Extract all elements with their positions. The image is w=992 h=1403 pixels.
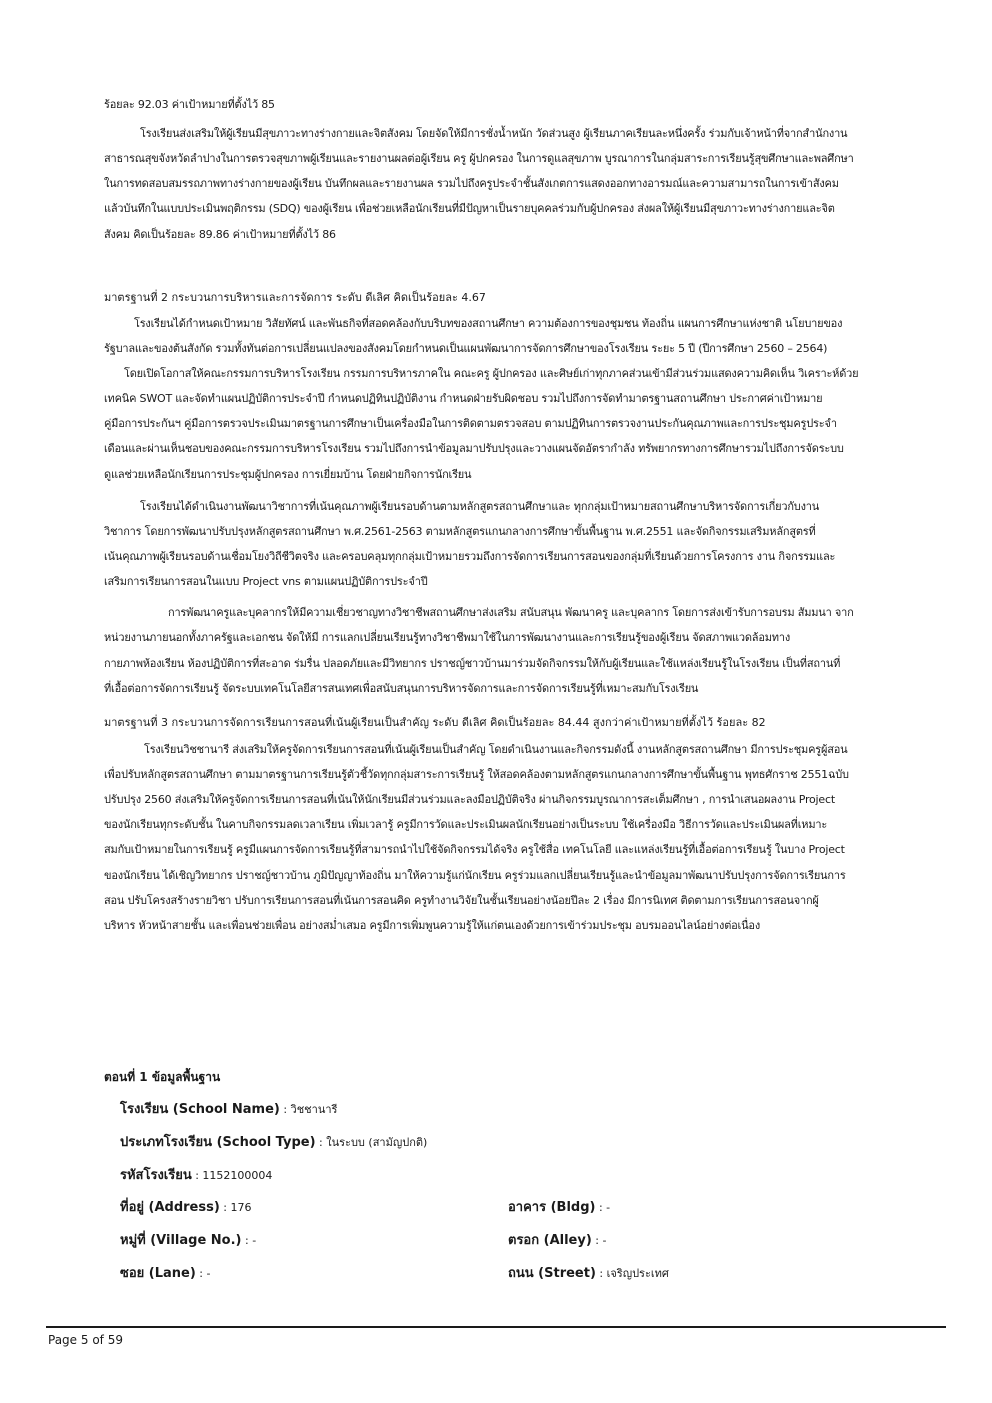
school-name-field bbox=[120, 1098, 337, 1119]
body-text-line: เดือนและผ่านเห็นชอบของคณะกรรมการบริหารโรงเรียน รวมไปถึงการนำข้อมูลมาปรับปรุงและวางแผนจัดอัตรากำลัง ทรัพยากรทางการศึกษารวมไปถึงการจัดระบบ bbox=[104, 442, 844, 455]
body-text-line: สมกับเป้าหมายในการเรียนรู้ ครูมีแผนการจัดการเรียนรู้ที่สามารถนำไปใช้จัดกิจกรรมได้จริง ครูใช้สื่อ เทคโนโลยี และแหล่งเรียนรู้ที่เอื้อต่อการเรียนรู้ ในบาง Project bbox=[104, 843, 845, 856]
field-value: : เจริญประเทศ bbox=[595, 1267, 669, 1280]
address-field bbox=[120, 1196, 251, 1217]
body-text-line: ที่เอื้อต่อการจัดการเรียนรู้ จัดระบบเทคโนโลยีสารสนเทศเพื่อสนับสนุนการบริหารจัดการและการจัดการเรียนรู้ที่เหมาะสมกับโรงเรียน bbox=[104, 682, 699, 695]
body-text-line: สังคม คิดเป็นร้อยละ 89.86 ค่าเป้าหมายที่ตั้งไว้ 86 bbox=[104, 228, 336, 241]
school-type-field bbox=[120, 1131, 427, 1152]
building-field bbox=[508, 1196, 610, 1217]
body-text-line: ร้อยละ 92.03 ค่าเป้าหมายที่ตั้งไว้ 85 bbox=[104, 98, 275, 111]
body-text-line: โรงเรียนส่งเสริมให้ผู้เรียนมีสุขภาวะทางร่างกายและจิตสังคม โดยจัดให้มีการชั่งน้ำหนัก วัดส่วนสูง ผู้เรียนภาคเรียนละหนึ่งครั้ง ร่วมกับเจ้าหน้าที่จากสำนักงาน bbox=[140, 127, 848, 140]
body-text-line: คู่มือการประกันฯ คู่มือการตรวจประเมินมาตรฐานการศึกษาเป็นเครื่องมือในการติดตามตรวจสอบ ตามปฏิทินการตรวจงานประกันคุณภาพและการประชุมครูประจำ bbox=[104, 417, 837, 430]
body-text-line: สาธารณสุขจังหวัดลำปางในการตรวจสุขภาพผู้เรียนและรายงานผลต่อผู้เรียน ครู ผู้ปกครอง ในการดูแลสุขภาพ บูรณาการในกลุ่มสาระการเรียนรู้สุขศึกษาและพลศึกษา bbox=[104, 152, 854, 165]
body-text-line: โรงเรียนได้กำหนดเป้าหมาย วิสัยทัศน์ และพันธกิจที่สอดคล้องกับบริบทของสถานศึกษา ความต้องการของชุมชน ท้องถิ่น แผนการศึกษาแห่งชาติ นโยบายของ bbox=[134, 317, 843, 330]
body-text-line: โรงเรียนได้ดำเนินงานพัฒนาวิชาการที่เน้นคุณภาพผู้เรียนรอบด้านตามหลักสูตรสถานศึกษาและ ทุกกลุ่มเป้าหมายสถานศึกษาบริหารจัดการเกี่ยวกับงาน bbox=[140, 500, 820, 513]
field-value: : วิชชานารี bbox=[279, 1103, 338, 1116]
body-text-line: บริหาร หัวหน้าสายชั้น และเพื่อนช่วยเพื่อน อย่างสม่ำเสมอ ครูมีการเพิ่มพูนความรู้ให้แก่ตนเองด้วยการเข้าร่วมประชุม อบรมออนไลน์อย่างต่อเนื่อง bbox=[104, 919, 761, 932]
field-label: โรงเรียน (School Name) bbox=[120, 1102, 280, 1117]
body-text-line: เพื่อปรับหลักสูตรสถานศึกษา ตามมาตรฐานการเรียนรู้ตัวชี้วัดทุกกลุ่มสาระการเรียนรู้ ให้สอดคล้องตามหลักสูตรแกนกลางการศึกษาขั้นพื้นฐาน พุทธศักราช 2551ฉบับ bbox=[104, 768, 849, 781]
body-text-line: ในการทดสอบสมรรถภาพทางร่างกายของผู้เรียน บันทึกผลและรายงานผล รวมไปถึงครูประจำชั้นสังเกตการแสดงออกทางอารมณ์และความสามารถในการเข้าสังคม bbox=[104, 177, 839, 190]
body-text-line: เสริมการเรียนการสอนในแบบ Project vns ตามแผนปฏิบัติการประจำปี bbox=[104, 575, 428, 588]
body-text-line: ของนักเรียน ได้เชิญวิทยากร ปราชญ์ชาวบ้าน ภูมิปัญญาท้องถิ่น มาให้ความรู้แก่นักเรียน ครูร่วมแลกเปลี่ยนเรียนรู้และนำข้อมูลมาพัฒนาปรับปรุงการจัดการเรียนการ bbox=[104, 869, 846, 882]
street-field bbox=[508, 1262, 669, 1283]
body-text-line: รัฐบาลและของต้นสังกัด รวมทั้งทันต่อการเปลี่ยนแปลงของสังคมโดยกำหนดเป็นแผนพัฒนาการจัดการศึกษาของโรงเรียน ระยะ 5 ปี (ปีการศึกษา 2560 – 2564) bbox=[104, 342, 828, 355]
field-label: ซอย (Lane) bbox=[120, 1266, 196, 1281]
body-text-line: เน้นคุณภาพผู้เรียนรอบด้านเชื่อมโยงวิถีชีวิตจริง และครอบคลุมทุกกลุ่มเป้าหมายรวมถึงการจัดการเรียนการสอนของกลุ่มที่เรียนด้วยการโครงการ งาน กิจกรรมและ bbox=[104, 550, 836, 563]
alley-field bbox=[508, 1229, 606, 1250]
footer-divider bbox=[46, 1326, 946, 1328]
village-field bbox=[120, 1229, 256, 1250]
field-value: : ในระบบ (สามัญปกติ) bbox=[315, 1136, 428, 1149]
lane-field bbox=[120, 1262, 210, 1283]
body-text-line: หน่วยงานภายนอกทั้งภาครัฐและเอกชน จัดให้มี การแลกเปลี่ยนเรียนรู้ทางวิชาชีพมาใช้ในการพัฒนางานและการเรียนรู้ของผู้เรียน จัดสภาพแวดล้อมทาง bbox=[104, 631, 791, 644]
body-text-line: ดูแลช่วยเหลือนักเรียนการประชุมผู้ปกครอง การเยี่ยมบ้าน โดยฝ่ายกิจการนักเรียน bbox=[104, 468, 472, 481]
field-value: : - bbox=[241, 1234, 257, 1247]
body-text-line: โรงเรียนวิชชานารี ส่งเสริมให้ครูจัดการเรียนการสอนที่เน้นผู้เรียนเป็นสำคัญ โดยดำเนินงานและกิจกรรมดังนี้ งานหลักสูตรสถานศึกษา มีการประชุมครูผู้สอน bbox=[144, 743, 848, 756]
body-text-line: เทคนิค SWOT และจัดทำแผนปฏิบัติการประจำปี กำหนดปฏิทินปฏิบัติงาน กำหนดฝ่ายรับผิดชอบ รวมไปถึงการจัดทำมาตรฐานสถานศึกษา ประกาศค่าเป้าหมาย bbox=[104, 392, 823, 405]
field-label: ที่อยู่ (Address) bbox=[120, 1200, 220, 1215]
standard-2-heading: มาตรฐานที่ 2 กระบวนการบริหารและการจัดการ ระดับ ดีเลิศ คิดเป็นร้อยละ 4.67 bbox=[104, 291, 486, 304]
body-text-line: สอน ปรับโครงสร้างรายวิชา ปรับการเรียนการสอนที่เน้นการสอนคิด ครูทำงานวิจัยในชั้นเรียนอย่างน้อยปีละ 2 เรื่อง มีการนิเทศ ติดตามการเรียนการสอนจากผู้ bbox=[104, 894, 819, 907]
field-value: : 1152100004 bbox=[191, 1169, 273, 1182]
field-label: ถนน (Street) bbox=[508, 1266, 596, 1281]
body-text-line: การพัฒนาครูและบุคลากรให้มีความเชี่ยวชาญทางวิชาชีพสถานศึกษาส่งเสริม สนับสนุน พัฒนาครู และบุคลากร โดยการส่งเข้ารับการอบรม สัมมนา จาก bbox=[168, 606, 854, 619]
body-text-line: โดยเปิดโอกาสให้คณะกรรมการบริหารโรงเรียน กรรมการบริหารภาคใน คณะครู ผู้ปกครอง และศิษย์เก่าทุกภาคส่วนเข้ามีส่วนร่วมแสดงความคิดเห็น วิเคราะห์ด้วย bbox=[124, 367, 859, 380]
field-label: ตรอก (Alley) bbox=[508, 1233, 592, 1248]
school-code-field bbox=[120, 1164, 272, 1185]
standard-3-heading: มาตรฐานที่ 3 กระบวนการจัดการเรียนการสอนที่เน้นผู้เรียนเป็นสำคัญ ระดับ ดีเลิศ คิดเป็นร้อยละ 84.44 สูงกว่าค่าเป้าหมายที่ตั้งไว้ ร้อยละ 82 bbox=[104, 716, 766, 729]
body-text-line: แล้วบันทึกในแบบประเมินพฤติกรรม (SDQ) ของผู้เรียน เพื่อช่วยเหลือนักเรียนที่มีปัญหาเป็นรายบุคคลร่วมกับผู้ปกครอง ส่งผลให้ผู้เรียนมีสุขภาวะทางร่างกายและจิต bbox=[104, 202, 835, 215]
body-text-line: ของนักเรียนทุกระดับชั้น ในคาบกิจกรรมลดเวลาเรียน เพิ่มเวลารู้ ครูมีการวัดและประเมินผลนักเรียนอย่างเป็นระบบ ใช้เครื่องมือ วิธีการวัดและประเมินผลที่เหมาะ bbox=[104, 818, 828, 831]
field-label: อาคาร (Bldg) bbox=[508, 1200, 596, 1215]
page-number: Page 5 of 59 bbox=[48, 1333, 123, 1347]
body-text-line: ปรับปรุง 2560 ส่งเสริมให้ครูจัดการเรียนการสอนที่เน้นให้นักเรียนมีส่วนร่วมและลงมือปฏิบัติจริง ผ่านกิจกรรมบูรณาการสะเต็มศึกษา , การนำเสนอผลงาน Project bbox=[104, 793, 835, 806]
body-text-line: วิชาการ โดยการพัฒนาปรับปรุงหลักสูตรสถานศึกษา พ.ศ.2561-2563 ตามหลักสูตรแกนกลางการศึกษาขั้นพื้นฐาน พ.ศ.2551 และจัดกิจกรรมเสริมหลักสูตรที่ bbox=[104, 525, 816, 538]
field-value: : - bbox=[591, 1234, 607, 1247]
field-label: ประเภทโรงเรียน (School Type) bbox=[120, 1135, 316, 1150]
field-value: : 176 bbox=[219, 1201, 252, 1214]
body-text-line: กายภาพห้องเรียน ห้องปฏิบัติการที่สะอาด ร่มรื่น ปลอดภัยและมีวิทยากร ปราชญ์ชาวบ้านมาร่วมจัดกิจกรรมให้กับผู้เรียนและใช้แหล่งเรียนรู้ในโรงเรียน เป็นที่สถานที่ bbox=[104, 657, 841, 670]
field-label: หมู่ที่ (Village No.) bbox=[120, 1233, 242, 1248]
basic-info-title: ตอนที่ 1 ข้อมูลพื้นฐาน bbox=[104, 1070, 221, 1084]
field-value: : - bbox=[195, 1267, 211, 1280]
field-label: รหัสโรงเรียน bbox=[120, 1168, 192, 1183]
field-value: : - bbox=[595, 1201, 611, 1214]
